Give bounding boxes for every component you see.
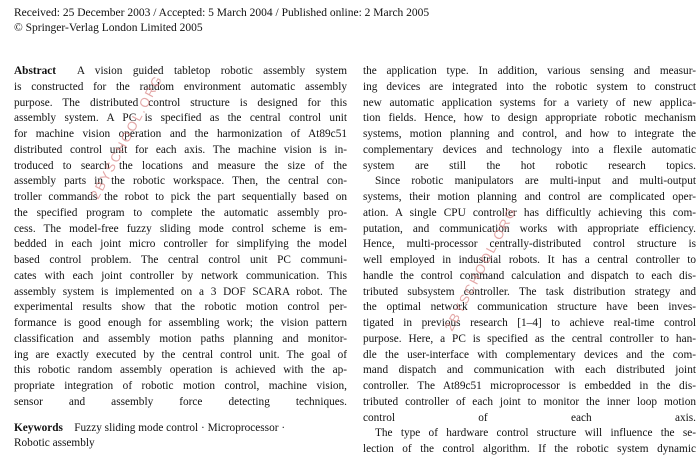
body-line: dle the user-interface with complementary devices and the com-: [363, 348, 696, 361]
watermark-text-right: 2BYSCHOOL.ORG: [441, 203, 520, 334]
right-column: [363, 64, 696, 458]
abstract-line: assembly system. A PC is specified as the central control unit: [14, 112, 347, 125]
left-column: [14, 64, 347, 452]
abstract-line: sensor and assembly force detecting techniques.: [14, 395, 347, 408]
abstract-line: formance is good enough for assembling work; the vision pattern: [14, 317, 347, 329]
abstract-line: cess. The model-free fuzzy sliding mode control scheme is em-: [14, 222, 347, 235]
body-line: Since robotic manipulators are multi-input and multi-output: [375, 175, 696, 188]
section-spacer: [14, 411, 347, 421]
abstract-line: troller commands the robot to pick the part sequentially based on: [14, 191, 347, 203]
abstract-line: distributed control unit for each axis. The machine vision is in-: [14, 143, 347, 156]
body-line: Hence, multi-processor centrally-distributed control structure is: [363, 238, 696, 251]
abstract-line: for machine vision operation and the harmonization of At89c51: [14, 128, 347, 140]
body-line: systems, their motion planning and control are complicated oper-: [363, 191, 696, 203]
watermark-text-left: 2BYSCHOOL.ORG: [87, 71, 166, 202]
body-line: control of each axis.: [363, 411, 696, 424]
abstract-heading: Abstract: [14, 65, 57, 77]
abstract-line: purpose. The distributed control structure is designed for this: [14, 96, 347, 109]
body-line: controller. The At89c51 microprocessor is embedded in the dis-: [363, 380, 696, 392]
article-header: [14, 6, 429, 36]
abstract-line: assembly system is implemented on a 3 DOF SCARA robot. The: [14, 285, 347, 298]
abstract-line: this robotic random assembly operation is achieved with the ap-: [14, 364, 347, 377]
abstract-line: based control problem. The central control unit PC communi-: [14, 254, 347, 266]
body-paragraph: [363, 64, 696, 174]
body-paragraph: [363, 426, 696, 458]
body-line: the application type. In addition, various sensing and measur-: [363, 65, 696, 77]
body-line: new automatic application systems for a variety of new applica-: [363, 96, 696, 109]
body-paragraph: [363, 174, 696, 426]
body-line: putation, and communication works with appropriate efficiency.: [363, 222, 696, 235]
body-line: ation. A single CPU controller has difficultly achieving this com-: [363, 206, 696, 219]
abstract-line: cates with each joint controller by network communication. This: [14, 269, 347, 282]
abstract-section: [14, 64, 347, 411]
abstract-line: the specified program to complete the automatic assembly pro-: [14, 206, 347, 219]
keywords-list: Fuzzy sliding mode control · Microprocessor ·: [74, 421, 286, 434]
body-line: purpose. Here, a PC is specified as the central controller to han-: [363, 332, 696, 345]
body-line: tributed controller of each joint to monitor the inner loop motion: [363, 395, 696, 408]
abstract-line: troduced to search the locations and measure the size of the: [14, 159, 347, 172]
keywords-heading: Keywords: [14, 421, 63, 434]
keywords-line: [14, 421, 347, 437]
abstract-line: experimental results show that the robotic motion control per-: [14, 301, 347, 314]
body-line: tributed subsystem controller. The task distribution strategy and: [363, 285, 696, 298]
body-line: the optimal network communication structure have been inves-: [363, 301, 696, 314]
abstract-line: ing are exactly executed by the central control unit. The goal of: [14, 348, 347, 361]
keywords-section: [14, 421, 347, 453]
body-line: systems, motion planning and control, and how to integrate the: [363, 128, 696, 140]
publication-dates: Received: 25 December 2003 / Accepted: 5 March 2004 / Published online: 2 March 2005: [14, 7, 430, 19]
body-line: The type of hardware control structure will influence the se-: [375, 427, 696, 440]
abstract-line: assembly parts in the robotic workspace. Then, the central con-: [14, 175, 347, 188]
keywords-line: Robotic assembly: [14, 437, 95, 450]
abstract-line: is constructed for the random environment automatic assembly: [14, 80, 347, 93]
body-line: tion fields. Hence, how to design appropriate robotic mechanism: [363, 112, 696, 125]
abstract-line: propriate integration of robotic motion control, machine vision,: [14, 380, 347, 392]
abstract-line: bedded in each joint micro controller for simplifying the model: [14, 238, 347, 251]
abstract-line: classification and assembly motion paths planning and monitor-: [14, 332, 347, 345]
copyright-notice: © Springer-Verlag London Limited 2005: [14, 22, 203, 34]
body-line: mand dispatch and communication with each distributed joint: [363, 364, 696, 377]
body-line: tigated in previous research [1–4] to achieve real-time control: [363, 317, 696, 329]
body-line: well employed in industrial robots. It has a central controller to: [363, 254, 696, 266]
body-line: system are still the hot robotic research topics.: [363, 159, 696, 172]
body-line: complementary devices and technology into a flexile automatic: [363, 143, 696, 156]
body-line: lection of the control algorithm. If the robotic system dynamic: [363, 443, 696, 455]
abstract-line: Abstract A vision guided tabletop robotic assembly system: [14, 65, 347, 77]
body-line: handle the control command calculation and dispatch to each dis-: [363, 269, 696, 282]
body-line: ing devices are integrated into the robotic system to construct: [363, 80, 696, 93]
